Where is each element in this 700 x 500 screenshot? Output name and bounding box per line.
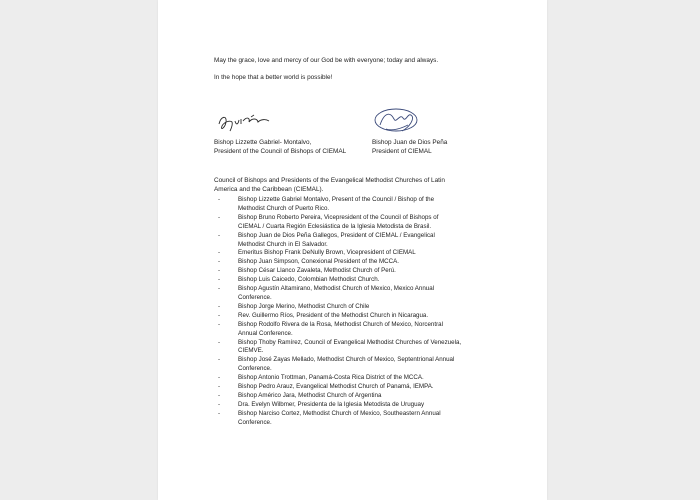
bullet-dash: -	[218, 302, 221, 310]
blessing-text: May the grace, love and mercy of our God be with everyone; today and always.	[214, 57, 439, 64]
member-line-1: Bishop Lizzette Gabriel Montalvo, Present of the Council / Bishop of the	[238, 196, 435, 203]
list-item	[218, 303, 518, 312]
signatory-2-name: Bishop Juan de Dios Peña	[372, 139, 448, 146]
signatory-2-title: President of CIEMAL	[372, 148, 432, 155]
bullet-dash: -	[218, 409, 221, 417]
list-item	[218, 401, 518, 410]
bullet-dash: -	[218, 285, 221, 293]
member-line-1: Emeritus Bishop Frank DeNully Brown, Vicepresident of CIEMAL	[238, 249, 416, 257]
list-item	[218, 214, 518, 232]
member-line-1: Bishop Thoby Ramírez, Council of Evangelical Methodist Churches of Venezuela,	[238, 338, 462, 346]
bullet-dash: -	[218, 267, 221, 275]
document-page	[158, 0, 547, 500]
bullet-dash: -	[218, 356, 221, 364]
bullet-dash: -	[218, 391, 221, 399]
member-line-1: Bishop Juan de Dios Peña Gallegos, President of CIEMAL / Evangelical	[238, 231, 435, 239]
member-line-1: Bishop Juan Simpson, Conexional President of the MCCA.	[238, 258, 399, 266]
list-item	[218, 410, 518, 428]
list-item	[218, 374, 518, 383]
list-item	[218, 339, 518, 357]
bullet-dash: -	[218, 311, 221, 319]
bullet-dash: -	[218, 213, 221, 221]
list-item	[218, 232, 518, 250]
bullet-dash: -	[218, 258, 221, 266]
member-line-1: Bishop Antonio Trottman, Panamá-Costa Rica District of the MCCA.	[238, 374, 424, 382]
council-heading-line-1: Council of Bishops and Presidents of the Evangelical Methodist Churches of Latin	[214, 177, 445, 184]
signature-montalvo	[216, 112, 278, 134]
list-item	[218, 321, 518, 339]
member-line-1: Bishop Agustín Altamirano, Methodist Church of Mexico, Mexico Annual	[238, 285, 435, 293]
member-line-2: Conference.	[238, 418, 272, 426]
council-members-list	[218, 196, 518, 428]
list-item	[218, 258, 518, 267]
list-item	[218, 196, 518, 214]
list-item	[218, 392, 518, 401]
council-heading-line-2: America and the Caribbean (CIEMAL).	[214, 186, 324, 193]
member-line-1: Bishop Jorge Merino, Methodist Church of Chile	[238, 302, 370, 310]
member-line-1: Bishop César Llanco Zavaleta, Methodist Church of Perú.	[238, 267, 396, 275]
list-item	[218, 285, 518, 303]
bullet-dash: -	[218, 383, 221, 391]
member-line-2: CIEMVE.	[238, 347, 264, 355]
signature-pena	[372, 107, 422, 139]
list-item	[218, 267, 518, 276]
member-line-1: Bishop Luis Caicedo, Colombian Methodist Church.	[238, 276, 380, 284]
member-line-2: Methodist Church in El Salvador.	[238, 240, 328, 248]
member-line-2: Conference.	[238, 365, 272, 373]
signatory-1-name: Bishop Lizzette Gabriel- Montalvo,	[214, 139, 312, 146]
bullet-dash: -	[218, 374, 221, 382]
signatory-1-title: President of the Council of Bishops of CIEMAL	[214, 148, 347, 155]
bullet-dash: -	[218, 196, 221, 203]
member-line-1: Dra. Evelyn Wilbmer, Presidenta de la Iglesia Metodista de Uruguay	[238, 400, 425, 408]
hope-text: In the hope that a better world is possible!	[214, 74, 333, 81]
member-line-1: Rev. Guillermo Ríos, President of the Methodist Church in Nicaragua.	[238, 311, 429, 319]
member-line-2: CIEMAL / Cuarta Región Eclesiástica de la Iglesia Metodista de Brasil.	[238, 222, 432, 230]
member-line-1: Bishop Narciso Cortez, Methodist Church of Mexico, Southeastern Annual	[238, 409, 441, 417]
member-line-2: Conference.	[238, 293, 272, 301]
list-item	[218, 276, 518, 285]
list-item	[218, 312, 518, 321]
list-item	[218, 356, 518, 374]
bullet-dash: -	[218, 276, 221, 284]
list-item	[218, 383, 518, 392]
bullet-dash: -	[218, 231, 221, 239]
member-line-1: Bishop José Zayas Mellado, Methodist Church of Mexico, Septentrional Annual	[238, 356, 455, 364]
bullet-dash: -	[218, 400, 221, 408]
member-line-1: Bishop Rodolfo Rivera de la Rosa, Methodist Church of Mexico, Norcentral	[238, 320, 443, 328]
member-line-1: Bishop Pedro Arauz, Evangelical Methodist Church of Panamá, IEMPA.	[238, 383, 434, 391]
member-line-2: Methodist Church of Puerto Rico.	[238, 204, 330, 212]
list-item	[218, 249, 518, 258]
member-line-1: Bishop Bruno Roberto Pereira, Vicepresident of the Council of Bishops of	[238, 213, 439, 221]
member-line-2: Annual Conference.	[238, 329, 293, 337]
bullet-dash: -	[218, 338, 221, 346]
member-line-1: Bishop Américo Jara, Methodist Church of Argentina	[238, 391, 382, 399]
bullet-dash: -	[218, 249, 221, 257]
bullet-dash: -	[218, 320, 221, 328]
